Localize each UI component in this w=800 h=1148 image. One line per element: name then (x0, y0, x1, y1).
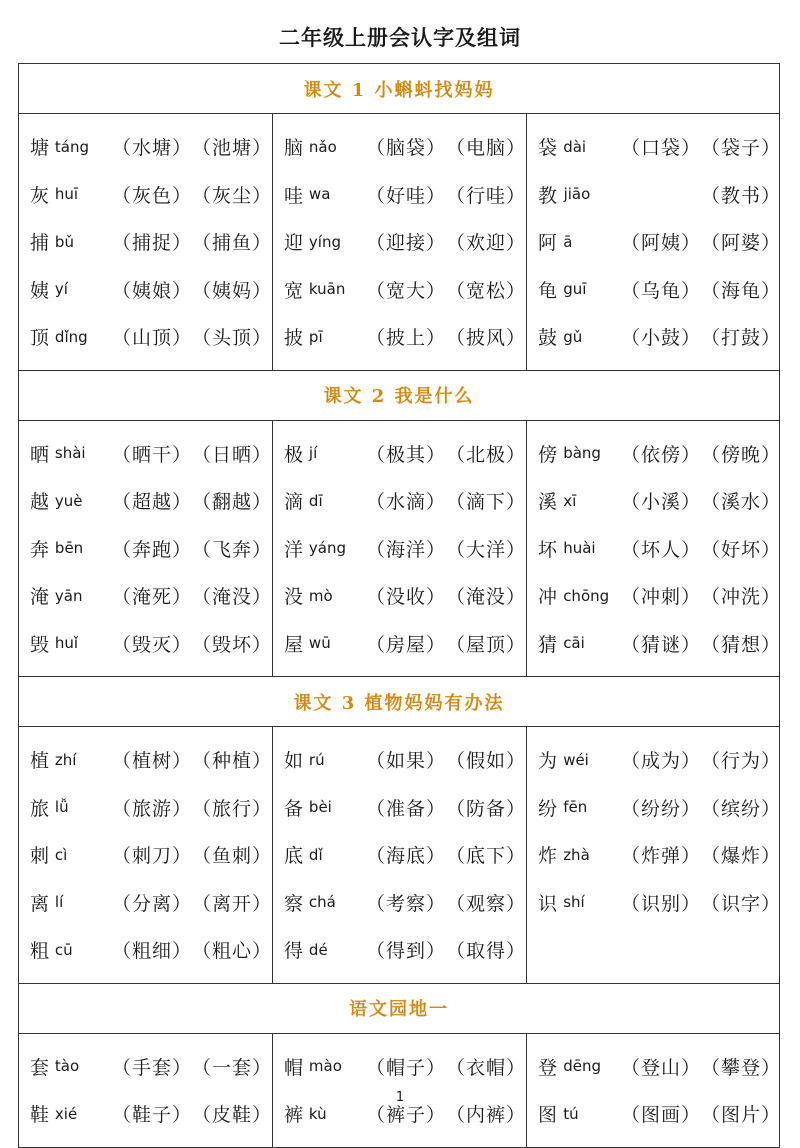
compound-word-2: （宽松） (446, 279, 527, 302)
character: 洋 (284, 538, 304, 561)
word-entry (527, 218, 781, 266)
word-entry (273, 831, 526, 879)
word-entry (273, 572, 526, 620)
pinyin: kuān (308, 280, 346, 299)
character: 底 (284, 845, 304, 868)
word-entry (527, 620, 781, 668)
section-header: 课文 1 小蝌蚪找妈妈 (19, 64, 779, 114)
word-entry (273, 313, 526, 361)
word-entry (19, 266, 272, 314)
pinyin: guī (563, 280, 587, 299)
character: 旅 (30, 797, 50, 820)
compound-word-2: （飞奔） (192, 538, 273, 561)
character: 备 (284, 797, 304, 820)
word-entry (273, 736, 526, 784)
character: 猜 (538, 633, 558, 656)
compound-word-2: （袋子） (701, 137, 782, 160)
pinyin: bēn (54, 539, 84, 558)
character: 披 (284, 327, 304, 350)
compound-word-2: （冲洗） (701, 586, 782, 609)
compound-word-1: （披上） (366, 327, 447, 350)
word-entry (273, 171, 526, 219)
pinyin: tào (54, 1057, 80, 1076)
word-column (19, 727, 273, 983)
character: 顶 (30, 327, 50, 350)
character: 没 (284, 586, 304, 609)
compound-word-2: （捕鱼） (192, 232, 273, 255)
character: 刺 (30, 845, 50, 868)
compound-word-1: （识别） (621, 892, 702, 915)
pinyin: ā (563, 232, 573, 251)
compound-word-1: （植树） (112, 750, 193, 773)
compound-word-2: （鱼刺） (192, 845, 273, 868)
word-entry (527, 879, 781, 927)
character: 越 (30, 491, 50, 514)
character: 纷 (538, 797, 558, 820)
character: 捕 (30, 232, 50, 255)
compound-word-2: （北极） (446, 443, 527, 466)
compound-word-1: （脑袋） (366, 137, 447, 160)
word-entry (527, 266, 781, 314)
word-entry (527, 123, 781, 171)
compound-word-1: （口袋） (621, 137, 702, 160)
section-header: 语文园地一 (19, 984, 779, 1034)
pinyin: cāi (563, 634, 585, 653)
character: 教 (538, 184, 558, 207)
pinyin: lǚ (54, 798, 69, 817)
compound-word-2: （缤纷） (701, 797, 782, 820)
pinyin: shí (563, 893, 585, 912)
compound-word-2: （猜想） (701, 633, 782, 656)
character: 套 (30, 1056, 50, 1079)
pinyin: fēn (563, 798, 588, 817)
character: 滴 (284, 491, 304, 514)
compound-word-2: （取得） (446, 940, 527, 963)
word-entry (273, 218, 526, 266)
character: 淹 (30, 586, 50, 609)
compound-word-1: （冲刺） (621, 586, 702, 609)
compound-word-2: （姨妈） (192, 279, 273, 302)
character: 哇 (284, 184, 304, 207)
pinyin: nǎo (308, 137, 337, 156)
character: 登 (538, 1056, 558, 1079)
compound-word-1: （捕捉） (112, 232, 193, 255)
character: 察 (284, 892, 304, 915)
pinyin: zhà (563, 845, 590, 864)
character: 冲 (538, 586, 558, 609)
word-entry (19, 313, 272, 361)
word-entry (273, 879, 526, 927)
word-entry (527, 477, 781, 525)
compound-word-1: （海底） (366, 845, 447, 868)
pinyin: chá (308, 893, 336, 912)
pinyin: pī (308, 327, 323, 346)
compound-word-2: （行哇） (446, 184, 527, 207)
compound-word-1: （刺刀） (112, 845, 193, 868)
compound-word-2: （海龟） (701, 279, 782, 302)
compound-word-2: （大洋） (446, 538, 527, 561)
compound-word-2: （毁坏） (192, 633, 273, 656)
compound-word-1: （考察） (366, 892, 447, 915)
compound-word-1: （房屋） (366, 633, 447, 656)
word-entry (527, 313, 781, 361)
compound-word-1: （依傍） (621, 443, 702, 466)
pinyin: zhí (54, 750, 77, 769)
word-entry (19, 1043, 272, 1091)
character: 得 (284, 940, 304, 963)
compound-word-2: （衣帽） (446, 1056, 527, 1079)
compound-word-2: （头顶） (192, 327, 273, 350)
pinyin: bǔ (54, 232, 74, 251)
section-header: 课文 2 我是什么 (19, 371, 779, 421)
pinyin: rú (308, 750, 325, 769)
character: 姨 (30, 279, 50, 302)
compound-word-1: （超越） (112, 491, 193, 514)
character: 为 (538, 750, 558, 773)
compound-word-1: （灰色） (112, 184, 193, 207)
word-entry (527, 572, 781, 620)
character: 溪 (538, 491, 558, 514)
compound-word-2: （溪水） (701, 491, 782, 514)
compound-word-1: （海洋） (366, 538, 447, 561)
compound-word-2: （爆炸） (701, 845, 782, 868)
pinyin: xié (54, 1104, 78, 1123)
compound-word-1: （姨娘） (112, 279, 193, 302)
character: 傍 (538, 443, 558, 466)
compound-word-2: （教书） (701, 184, 782, 207)
word-entry (19, 171, 272, 219)
character: 如 (284, 750, 304, 773)
pinyin: jí (308, 444, 318, 463)
pinyin: bèi (308, 798, 332, 817)
compound-word-1: （迎接） (366, 232, 447, 255)
word-entry (273, 477, 526, 525)
word-entry (19, 879, 272, 927)
pinyin: yáng (308, 539, 347, 558)
pinyin: huài (563, 539, 596, 558)
character: 炸 (538, 845, 558, 868)
word-entry (273, 123, 526, 171)
compound-word-1: （旅游） (112, 797, 193, 820)
word-entry (19, 572, 272, 620)
word-entry (527, 525, 781, 573)
compound-word-2: （假如） (446, 750, 527, 773)
character: 屋 (284, 633, 304, 656)
word-entry (19, 218, 272, 266)
character: 奔 (30, 538, 50, 561)
character: 鼓 (538, 327, 558, 350)
compound-word-2: （种植） (192, 750, 273, 773)
compound-word-1: （猜谜） (621, 633, 702, 656)
pinyin: chōng (563, 586, 610, 605)
character: 坏 (538, 538, 558, 561)
pinyin: tú (563, 1104, 579, 1123)
character: 帽 (284, 1056, 304, 1079)
word-entry (19, 477, 272, 525)
word-entry (527, 784, 781, 832)
word-column (527, 114, 781, 370)
word-column (527, 727, 781, 983)
character: 鞋 (30, 1104, 50, 1127)
word-entry (527, 1043, 781, 1091)
character: 塘 (30, 137, 50, 160)
character: 袋 (538, 137, 558, 160)
compound-word-2: （好坏） (701, 538, 782, 561)
pinyin: wéi (563, 750, 589, 769)
compound-word-2: （电脑） (446, 137, 527, 160)
compound-word-2: （阿婆） (701, 232, 782, 255)
pinyin: dài (563, 137, 587, 156)
pinyin: yíng (308, 232, 341, 251)
word-column (527, 421, 781, 677)
compound-word-2: （欢迎） (446, 232, 527, 255)
compound-word-2: （屋顶） (446, 633, 527, 656)
pinyin: dī (308, 491, 323, 510)
pinyin: dǐ (308, 845, 323, 864)
pinyin: shài (54, 444, 86, 463)
word-entry (19, 736, 272, 784)
compound-word-2: （皮鞋） (192, 1104, 273, 1127)
compound-word-1: （宽大） (366, 279, 447, 302)
compound-word-1: （粗细） (112, 940, 193, 963)
pinyin: wū (308, 634, 331, 653)
compound-word-2: （打鼓） (701, 327, 782, 350)
character: 龟 (538, 279, 558, 302)
compound-word-2: （图片） (701, 1104, 782, 1127)
compound-word-2: （滴下） (446, 491, 527, 514)
pinyin: yí (54, 280, 68, 299)
word-entry (273, 926, 526, 974)
compound-word-1: （得到） (366, 940, 447, 963)
section-body (19, 421, 782, 678)
word-entry (273, 525, 526, 573)
pinyin: jiāo (563, 185, 591, 204)
section-header: 课文 3 植物妈妈有办法 (19, 677, 779, 727)
compound-word-1: （鞋子） (112, 1104, 193, 1127)
compound-word-1: （炸弹） (621, 845, 702, 868)
compound-word-2: （淹没） (446, 586, 527, 609)
compound-word-1: （水滴） (366, 491, 447, 514)
compound-word-2: （翻越） (192, 491, 273, 514)
compound-word-1: （纷纷） (621, 797, 702, 820)
character: 识 (538, 892, 558, 915)
word-entry (273, 1043, 526, 1091)
pinyin: dēng (563, 1057, 601, 1076)
compound-word-1: （没收） (366, 586, 447, 609)
section-body (19, 114, 782, 371)
section-body (19, 727, 782, 984)
compound-word-2: （池塘） (192, 137, 273, 160)
compound-word-2: （日晒） (192, 443, 273, 466)
compound-word-2: （离开） (192, 892, 273, 915)
pinyin: cū (54, 940, 73, 959)
word-entry (527, 171, 781, 219)
character: 植 (30, 750, 50, 773)
word-entry (19, 926, 272, 974)
compound-word-2: （粗心） (192, 940, 273, 963)
compound-word-1: （帽子） (366, 1056, 447, 1079)
character: 迎 (284, 232, 304, 255)
compound-word-1: （晒干） (112, 443, 193, 466)
compound-word-1: （裤子） (366, 1104, 447, 1127)
compound-word-2: （行为） (701, 750, 782, 773)
word-entry (527, 430, 781, 478)
compound-word-1: （奔跑） (112, 538, 193, 561)
compound-word-2: （淹没） (192, 586, 273, 609)
word-entry (19, 525, 272, 573)
vocabulary-table (18, 63, 780, 1148)
character: 宽 (284, 279, 304, 302)
character: 离 (30, 892, 50, 915)
character: 阿 (538, 232, 558, 255)
pinyin: kù (308, 1104, 327, 1123)
word-entry (19, 123, 272, 171)
page-title: 二年级上册会认字及组词 (279, 26, 521, 50)
compound-word-1: （登山） (621, 1056, 702, 1079)
compound-word-1: （小溪） (621, 491, 702, 514)
pinyin: dǐng (54, 327, 88, 346)
compound-word-2: （观察） (446, 892, 527, 915)
character: 脑 (284, 137, 304, 160)
character: 灰 (30, 184, 50, 207)
compound-word-1: （分离） (112, 892, 193, 915)
compound-word-1: （阿姨） (621, 232, 702, 255)
word-entry (19, 430, 272, 478)
pinyin: bàng (563, 444, 601, 463)
word-entry (527, 831, 781, 879)
word-column (273, 114, 527, 370)
pinyin: dé (308, 940, 328, 959)
compound-word-2: （旅行） (192, 797, 273, 820)
character: 晒 (30, 443, 50, 466)
compound-word-2: （内裤） (446, 1104, 527, 1127)
word-entry (19, 784, 272, 832)
pinyin: yuè (54, 491, 83, 510)
word-column (19, 114, 273, 370)
character: 极 (284, 443, 304, 466)
compound-word-1: （准备） (366, 797, 447, 820)
compound-word-1: （乌龟） (621, 279, 702, 302)
compound-word-1: （手套） (112, 1056, 193, 1079)
pinyin: huǐ (54, 634, 79, 653)
compound-word-2: （一套） (192, 1056, 273, 1079)
character: 图 (538, 1104, 558, 1127)
page-number: 1 (395, 1090, 405, 1105)
compound-word-2: （底下） (446, 845, 527, 868)
pinyin: xī (563, 491, 577, 510)
pinyin: wa (308, 185, 331, 204)
compound-word-2: （披风） (446, 327, 527, 350)
word-entry (19, 831, 272, 879)
compound-word-1: （毁灭） (112, 633, 193, 656)
character: 裤 (284, 1104, 304, 1127)
compound-word-2: （灰尘） (192, 184, 273, 207)
pinyin: yān (54, 586, 83, 605)
compound-word-1: （极其） (366, 443, 447, 466)
compound-word-1: （成为） (621, 750, 702, 773)
word-entry (527, 736, 781, 784)
word-column (273, 727, 527, 983)
compound-word-1: （山顶） (112, 327, 193, 350)
pinyin: táng (54, 137, 90, 156)
compound-word-1: （小鼓） (621, 327, 702, 350)
word-entry (273, 266, 526, 314)
word-column (273, 421, 527, 677)
word-entry (273, 430, 526, 478)
pinyin: mò (308, 586, 333, 605)
compound-word-1: （淹死） (112, 586, 193, 609)
character: 粗 (30, 940, 50, 963)
word-entry (19, 620, 272, 668)
word-entry (273, 784, 526, 832)
pinyin: lí (54, 893, 64, 912)
compound-word-2: （识字） (701, 892, 782, 915)
compound-word-2: （防备） (446, 797, 527, 820)
pinyin: mào (308, 1057, 342, 1076)
compound-word-1: （坏人） (621, 538, 702, 561)
compound-word-1: （水塘） (112, 137, 193, 160)
pinyin: cì (54, 845, 68, 864)
compound-word-2: （傍晚） (701, 443, 782, 466)
pinyin: huī (54, 185, 79, 204)
compound-word-2: （攀登） (701, 1056, 782, 1079)
character: 毁 (30, 633, 50, 656)
pinyin: gǔ (563, 327, 583, 346)
compound-word-1: （如果） (366, 750, 447, 773)
word-entry (273, 620, 526, 668)
compound-word-1: （好哇） (366, 184, 447, 207)
compound-word-1: （图画） (621, 1104, 702, 1127)
word-column (19, 421, 273, 677)
